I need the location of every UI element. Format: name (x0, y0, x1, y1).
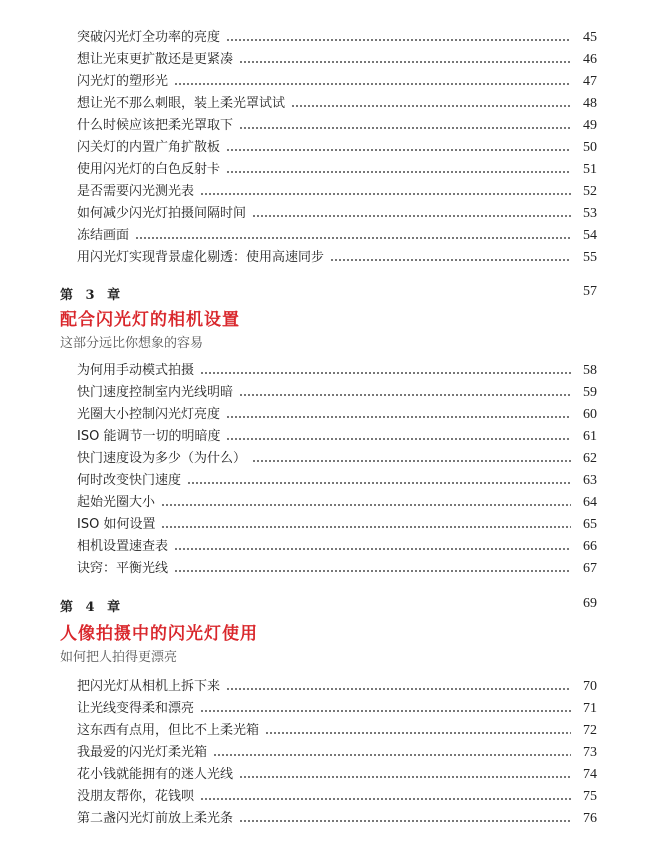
toc-entry[interactable] (77, 71, 597, 93)
toc-entry-title: 想让光束更扩散还是更紧凑 (77, 52, 234, 67)
toc-entry-title: 冻结画面 (77, 228, 130, 243)
toc-leader-dots (226, 39, 571, 41)
toc-entry-title: 闪光灯的塑形光 (77, 74, 169, 89)
toc-leader-dots (200, 710, 571, 712)
chapter-title[interactable]: 配合闪光灯的相机设置 (60, 310, 240, 330)
toc-entry-title: 快门速度控制室内光线明暗 (77, 385, 234, 400)
toc-entry-page: 76 (583, 811, 597, 826)
toc-entry[interactable] (77, 404, 597, 426)
toc-leader-dots (200, 193, 571, 195)
toc-entry[interactable] (77, 764, 597, 786)
toc-entry[interactable] (77, 448, 597, 470)
toc-entry[interactable] (77, 698, 597, 720)
toc-entry-title: 想让光不那么刺眼，装上柔光罩试试 (77, 96, 286, 111)
toc-entry-title: 什么时候应该把柔光罩取下 (77, 118, 234, 133)
toc-entry-title: 如何减少闪光灯拍摄间隔时间 (77, 206, 247, 221)
toc-entry[interactable] (77, 492, 597, 514)
toc-entry-page: 45 (583, 30, 597, 45)
toc-entry-title: 这东西有点用，但比不上柔光箱 (77, 723, 260, 738)
toc-entry-title: 快门速度设为多少（为什么） (77, 451, 247, 466)
toc-entry-title: 让光线变得柔和漂亮 (77, 701, 195, 716)
toc-entry[interactable] (77, 676, 597, 698)
toc-leader-dots (161, 526, 571, 528)
toc-entry-title: 相机设置速查表 (77, 539, 169, 554)
toc-leader-dots (265, 732, 571, 734)
toc-entry-page: 66 (583, 539, 597, 554)
toc-entry-title: 使用闪光灯的白色反射卡 (77, 162, 221, 177)
toc-entry[interactable] (77, 470, 597, 492)
toc-entry-title: 是否需要闪光测光表 (77, 184, 195, 199)
toc-entry-title: 诀窍：平衡光线 (77, 561, 169, 576)
toc-leader-dots (291, 105, 571, 107)
toc-entry[interactable] (77, 514, 597, 536)
toc-entry-title: 突破闪光灯全功率的亮度 (77, 30, 221, 45)
toc-entry[interactable] (77, 742, 597, 764)
toc-leader-dots (252, 215, 571, 217)
toc-entry-page: 71 (583, 701, 597, 716)
toc-entry[interactable] (77, 137, 597, 159)
toc-entry-title: 闪关灯的内置广角扩散板 (77, 140, 221, 155)
toc-entry[interactable] (77, 93, 597, 115)
toc-entry-page: 48 (583, 96, 597, 111)
toc-entry-page: 70 (583, 679, 597, 694)
toc-entry-title: 起始光圈大小 (77, 495, 156, 510)
toc-leader-dots (226, 438, 571, 440)
toc-leader-dots (330, 259, 571, 261)
toc-entry-page: 65 (583, 517, 597, 532)
toc-leader-dots (174, 570, 571, 572)
toc-entry-page: 60 (583, 407, 597, 422)
toc-entry[interactable] (77, 203, 597, 225)
toc-entry-page: 63 (583, 473, 597, 488)
toc-entry[interactable] (77, 536, 597, 558)
toc-entry-page: 54 (583, 228, 597, 243)
chapter-title[interactable]: 人像拍摄中的闪光灯使用 (60, 624, 258, 644)
toc-entry[interactable] (77, 225, 597, 247)
chapter-label: 第 4 章 (60, 600, 125, 615)
toc-entry-page: 72 (583, 723, 597, 738)
toc-entry-page: 64 (583, 495, 597, 510)
toc-entry[interactable] (77, 786, 597, 808)
toc-leader-dots (252, 460, 571, 462)
toc-entry-title: 第二盏闪光灯前放上柔光条 (77, 811, 234, 826)
toc-entry-page: 58 (583, 363, 597, 378)
toc-leader-dots (239, 61, 571, 63)
toc-entry-title: 我最爱的闪光灯柔光箱 (77, 745, 208, 760)
chapter-subtitle: 如何把人拍得更漂亮 (60, 650, 178, 665)
toc-leader-dots (239, 127, 571, 129)
toc-leader-dots (200, 798, 571, 800)
toc-leader-dots (226, 171, 571, 173)
toc-leader-dots (226, 416, 571, 418)
toc-leader-dots (226, 688, 571, 690)
toc-entry-page: 73 (583, 745, 597, 760)
toc-entry[interactable] (77, 115, 597, 137)
toc-entry[interactable] (77, 720, 597, 742)
toc-leader-dots (135, 237, 571, 239)
toc-entry-page: 75 (583, 789, 597, 804)
toc-entry-title: 光圈大小控制闪光灯亮度 (77, 407, 221, 422)
toc-entry[interactable] (77, 181, 597, 203)
chapter-label: 第 3 章 (60, 288, 125, 303)
toc-entry-page: 59 (583, 385, 597, 400)
toc-leader-dots (239, 394, 571, 396)
toc-entry-title: 花小钱就能拥有的迷人光线 (77, 767, 234, 782)
toc-entry-title: ISO 能调节一切的明暗度 (77, 429, 221, 444)
toc-leader-dots (226, 149, 571, 151)
toc-entry-page: 52 (583, 184, 597, 199)
toc-entry-page: 47 (583, 74, 597, 89)
toc-entry-page: 61 (583, 429, 597, 444)
toc-entry-page: 50 (583, 140, 597, 155)
toc-leader-dots (161, 504, 571, 506)
toc-entry-page: 67 (583, 561, 597, 576)
toc-entry-page: 51 (583, 162, 597, 177)
toc-entry-page: 53 (583, 206, 597, 221)
toc-entry-title: 没朋友帮你，花钱呗 (77, 789, 195, 804)
chapter-page-number: 57 (583, 284, 597, 299)
toc-entry-title: ISO 如何设置 (77, 517, 156, 532)
toc-entry-page: 62 (583, 451, 597, 466)
toc-entry-page: 46 (583, 52, 597, 67)
toc-entry[interactable] (77, 159, 597, 181)
toc-leader-dots (200, 372, 571, 374)
toc-leader-dots (174, 548, 571, 550)
toc-entry-page: 49 (583, 118, 597, 133)
toc-entry[interactable] (77, 360, 597, 382)
toc-leader-dots (239, 776, 571, 778)
toc-entry-title: 用闪光灯实现背景虚化剔透：使用高速同步 (77, 250, 325, 265)
toc-entry[interactable] (77, 426, 597, 448)
chapter-subtitle: 这部分远比你想象的容易 (60, 336, 204, 351)
toc-entry[interactable] (77, 27, 597, 49)
toc-entry[interactable] (77, 247, 597, 269)
toc-entry[interactable] (77, 49, 597, 71)
toc-entry-title: 何时改变快门速度 (77, 473, 182, 488)
toc-entry-page: 55 (583, 250, 597, 265)
toc-entry[interactable] (77, 558, 597, 580)
toc-leader-dots (174, 83, 571, 85)
toc-leader-dots (187, 482, 571, 484)
toc-entry-title: 把闪光灯从相机上拆下来 (77, 679, 221, 694)
toc-leader-dots (239, 820, 571, 822)
toc-entry-title: 为何用手动模式拍摄 (77, 363, 195, 378)
toc-entry[interactable] (77, 808, 597, 830)
toc-entry[interactable] (77, 382, 597, 404)
toc-leader-dots (213, 754, 571, 756)
toc-entry-page: 74 (583, 767, 597, 782)
chapter-page-number: 69 (583, 596, 597, 611)
